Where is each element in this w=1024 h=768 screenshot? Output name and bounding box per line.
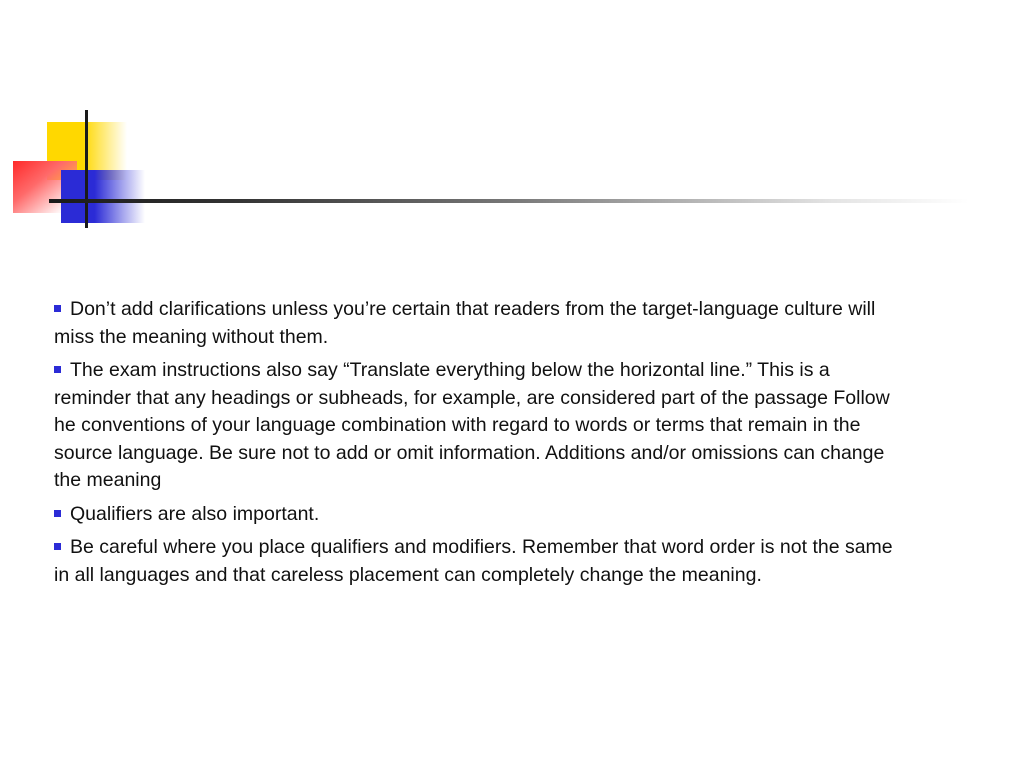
bullet-item-2: [54, 357, 894, 495]
title-divider-line: [49, 199, 969, 203]
bullet-text: The exam instructions also say “Translate everything below the horizontal line.” This is a reminder that any headings or subheads, for example, are considered part of the passage Follow he conventions of your language combination with regard to words or terms that remain in the source language. Be sure not to add or omit information. Additions and/or omissions can change the meaning: [54, 359, 890, 491]
bullet-item-1: [54, 296, 894, 351]
bullet-text: Qualifiers are also important.: [70, 502, 320, 525]
bullet-square-icon: [54, 510, 61, 517]
bullet-square-icon: [54, 305, 61, 312]
bullet-item-3: [54, 501, 894, 529]
bullet-square-icon: [54, 366, 61, 373]
decorative-vertical-line: [85, 110, 88, 228]
bullet-list: [54, 296, 894, 595]
decorative-blue-square: [61, 170, 145, 223]
bullet-text: Be careful where you place qualifiers and modifiers. Remember that word order is not the same in all languages and that careless placement can completely change the meaning.: [54, 536, 893, 586]
bullet-text: Don’t add clarifications unless you’re certain that readers from the target-language culture will miss the meaning without them.: [54, 298, 876, 348]
bullet-square-icon: [54, 543, 61, 550]
bullet-item-4: [54, 534, 894, 589]
